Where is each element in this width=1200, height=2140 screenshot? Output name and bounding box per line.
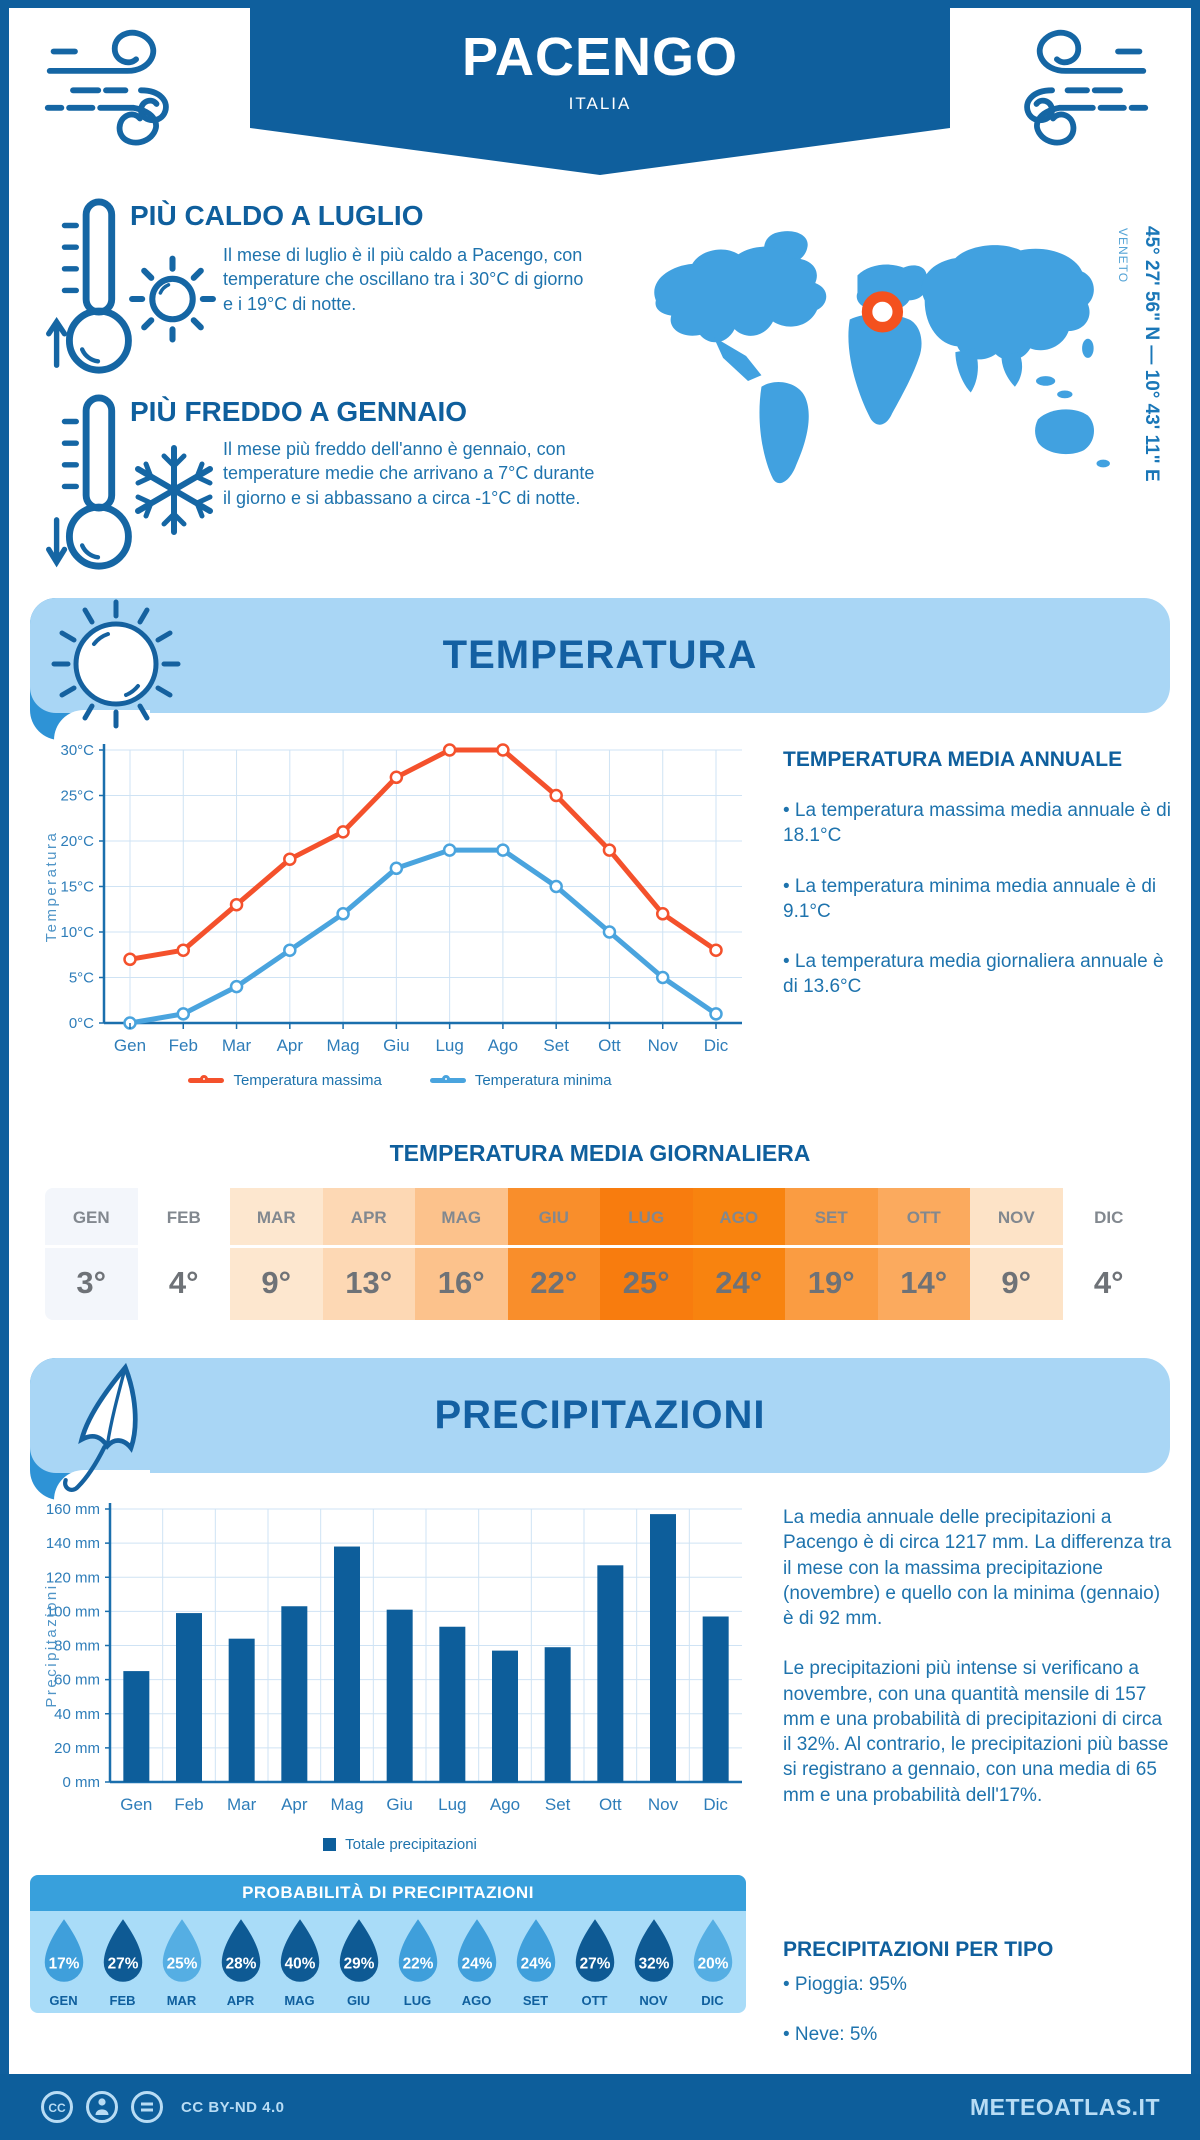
wind-icon	[988, 18, 1153, 150]
svg-text:20 mm: 20 mm	[54, 1739, 100, 1757]
legend-label: Temperatura massima	[233, 1072, 382, 1089]
svg-text:20°C: 20°C	[60, 833, 94, 850]
svg-text:32%: 32%	[638, 1955, 669, 1973]
droplet-month-label: AGO	[461, 1993, 492, 2008]
legend-marker	[442, 1075, 450, 1083]
location-marker	[867, 296, 898, 327]
legend-item	[188, 1072, 381, 1089]
legend-line-swatch	[430, 1078, 466, 1083]
month-header: AGO	[693, 1188, 786, 1248]
svg-text:Gen: Gen	[120, 1795, 153, 1814]
precipitation-by-type-heading: PRECIPITAZIONI PER TIPO	[783, 1938, 1054, 1961]
table-column-ott	[878, 1188, 971, 1320]
legend-square-swatch	[323, 1838, 336, 1851]
svg-text:Nov: Nov	[647, 1795, 679, 1814]
svg-text:Mag: Mag	[330, 1795, 364, 1814]
probability-droplet-set	[506, 1917, 565, 2013]
svg-text:120 mm: 120 mm	[45, 1569, 100, 1587]
svg-text:10°C: 10°C	[60, 924, 94, 941]
page-border-right	[1191, 0, 1200, 2140]
probability-droplet-apr	[211, 1917, 270, 2013]
world-map	[628, 212, 1133, 500]
page-border-top	[0, 0, 1200, 8]
precipitation-section-title: PRECIPITAZIONI	[434, 1393, 766, 1437]
cc-by-person-icon	[85, 2090, 119, 2124]
month-header: OTT	[878, 1188, 971, 1248]
svg-text:27%: 27%	[579, 1955, 610, 1973]
header-banner-point	[250, 128, 950, 175]
svg-text:Gen: Gen	[113, 1036, 147, 1055]
svg-text:Lug: Lug	[438, 1795, 467, 1814]
by-type-bullet: • Neve: 5%	[783, 2024, 878, 2046]
probability-droplet-ott	[565, 1917, 624, 2013]
summary-paragraph: Le precipitazioni più intense si verificano a novembre, con una quantità mensile di 157 mm e una probabilità di precipitazioni di circa il 32%. Al contrario, le precipitazioni più basse si registrano a gennaio, con una media di 65 mm e una probabilità dell'17%.	[783, 1658, 1169, 1806]
annual-temperature-heading: TEMPERATURA MEDIA ANNUALE	[783, 748, 1123, 771]
svg-text:Precipitazioni: Precipitazioni	[43, 1583, 60, 1708]
precipitation-summary	[783, 1505, 1173, 1833]
svg-text:Lug: Lug	[435, 1036, 464, 1055]
svg-text:Nov: Nov	[647, 1036, 678, 1055]
cold-month-text: Il mese più freddo dell'anno è gennaio, con temperature medie che arrivano a 7°C durante il giorno e si abbassano a circa -1°C di notte.	[223, 439, 595, 508]
probability-droplet-giu	[329, 1917, 388, 2013]
footer-bar	[0, 2074, 1200, 2140]
month-header: GIU	[508, 1188, 601, 1248]
license-block	[40, 2090, 285, 2124]
svg-text:27%: 27%	[107, 1955, 138, 1973]
probability-droplet-nov	[624, 1917, 683, 2013]
droplet-icon	[511, 1917, 561, 1987]
site-brand: METEOATLAS.IT	[969, 2093, 1160, 2120]
legend-line-swatch	[188, 1078, 224, 1083]
snowflake-icon	[124, 440, 224, 540]
droplet-icon	[98, 1917, 148, 1987]
table-column-set	[785, 1188, 878, 1320]
daily-mean-value: 16°	[437, 1265, 485, 1300]
svg-text:25%: 25%	[166, 1955, 197, 1973]
daily-mean-value: 14°	[900, 1265, 948, 1300]
daily-mean-value: 3°	[76, 1265, 107, 1300]
month-header: MAG	[415, 1188, 508, 1248]
table-column-lug	[600, 1188, 693, 1320]
temperature-section-banner	[30, 598, 1170, 740]
month-header: SET	[785, 1188, 878, 1248]
hot-month-title: PIÙ CALDO A LUGLIO	[130, 200, 424, 231]
daily-mean-value: 25°	[622, 1265, 670, 1300]
svg-text:Ott: Ott	[598, 1036, 621, 1055]
droplet-month-label: APR	[226, 1993, 255, 2008]
probability-droplet-feb	[93, 1917, 152, 2013]
droplet-icon	[688, 1917, 738, 1987]
sun-icon	[124, 246, 220, 348]
droplet-icon	[629, 1917, 679, 1987]
table-column-feb	[138, 1188, 231, 1320]
daily-mean-value: 24°	[715, 1265, 763, 1300]
droplet-month-label: MAR	[166, 1993, 197, 2008]
precipitation-probability-title: PROBABILITÀ DI PRECIPITAZIONI	[30, 1875, 746, 1911]
daily-mean-value: 9°	[261, 1265, 292, 1300]
svg-text:160 mm: 160 mm	[45, 1501, 100, 1518]
svg-text:100 mm: 100 mm	[45, 1603, 100, 1621]
table-column-giu	[508, 1188, 601, 1320]
precipitation-bar-chart	[42, 1495, 758, 1840]
svg-text:0 mm: 0 mm	[62, 1774, 100, 1791]
precipitation-chart-legend	[42, 1836, 758, 1853]
month-header: DIC	[1063, 1188, 1156, 1248]
droplet-month-label: DIC	[701, 1993, 724, 2008]
svg-text:80 mm: 80 mm	[54, 1637, 100, 1655]
temperature-line-chart	[42, 738, 758, 1068]
precipitation-section-banner	[30, 1358, 1170, 1500]
svg-text:28%: 28%	[225, 1955, 256, 1973]
svg-text:Ago: Ago	[487, 1036, 519, 1055]
legend-item	[430, 1072, 612, 1089]
summary-paragraph: La media annuale delle precipitazioni a Pacengo è di circa 1217 mm. La differenza tra il mese con la massima precipitazione (novembre) e quello con la minima (gennaio) è di 92 mm.	[783, 1507, 1172, 1630]
droplet-month-label: LUG	[403, 1993, 432, 2008]
page-title: PACENGO	[461, 27, 739, 87]
droplet-icon	[39, 1917, 89, 1987]
svg-text:Mag: Mag	[326, 1036, 360, 1055]
svg-text:0°C: 0°C	[68, 1015, 94, 1032]
droplet-icon	[570, 1917, 620, 1987]
svg-text:17%: 17%	[48, 1955, 79, 1973]
annual-temperature-bullets	[783, 798, 1173, 1025]
svg-text:140 mm: 140 mm	[45, 1535, 100, 1553]
droplet-icon	[216, 1917, 266, 1987]
cc-icon	[40, 2090, 74, 2124]
daily-temperature-title: TEMPERATURA MEDIA GIORNALIERA	[389, 1140, 811, 1166]
sun-icon	[38, 598, 188, 738]
page-border-left	[0, 0, 9, 2140]
cc-nd-icon	[130, 2090, 164, 2124]
daily-mean-value: 22°	[530, 1265, 578, 1300]
annual-bullet: • La temperatura media giornaliera annuale è di 13.6°C	[783, 951, 1164, 998]
legend-label: Totale precipitazioni	[345, 1836, 477, 1853]
svg-text:Set: Set	[544, 1795, 571, 1814]
droplet-icon	[393, 1917, 443, 1987]
svg-text:30°C: 30°C	[60, 742, 94, 759]
temperature-chart-legend	[42, 1072, 758, 1089]
svg-text:Temperatura: Temperatura	[43, 830, 60, 943]
svg-text:Feb: Feb	[168, 1036, 198, 1055]
annual-bullet: • La temperatura massima media annuale è di 18.1°C	[783, 800, 1171, 847]
probability-droplet-lug	[388, 1917, 447, 2013]
svg-text:40 mm: 40 mm	[54, 1705, 100, 1723]
month-header: GEN	[45, 1188, 138, 1248]
table-column-nov	[970, 1188, 1063, 1320]
svg-text:40%: 40%	[284, 1955, 315, 1973]
svg-text:15°C: 15°C	[60, 878, 94, 896]
probability-droplet-mar	[152, 1917, 211, 2013]
table-column-dic	[1063, 1188, 1156, 1320]
droplet-month-label: GIU	[346, 1993, 371, 2008]
month-header: FEB	[138, 1188, 231, 1248]
daily-mean-value: 4°	[1093, 1265, 1124, 1300]
table-column-ago	[693, 1188, 786, 1320]
daily-temperature-table	[45, 1188, 1155, 1320]
svg-text:Apr: Apr	[281, 1795, 308, 1814]
umbrella-icon	[38, 1358, 188, 1500]
wind-icon	[40, 18, 205, 150]
daily-mean-value: 19°	[807, 1265, 855, 1300]
svg-text:CC: CC	[48, 2101, 66, 2115]
region-label: VENETO	[1116, 228, 1130, 284]
svg-text:Giu: Giu	[386, 1795, 413, 1814]
annual-bullet: • La temperatura minima media annuale è di 9.1°C	[783, 875, 1157, 922]
by-type-bullet: • Pioggia: 95%	[783, 1974, 907, 1995]
hot-month-text: Il mese di luglio è il più caldo a Pacengo, con temperature che oscillano tra i 30°C di giorno e i 19°C di notte.	[223, 245, 584, 314]
daily-mean-value: 9°	[1001, 1265, 1032, 1300]
droplet-icon	[452, 1917, 502, 1987]
droplet-icon	[275, 1917, 325, 1987]
svg-text:Giu: Giu	[383, 1036, 410, 1055]
droplet-month-label: SET	[522, 1993, 549, 2008]
daily-mean-value: 4°	[168, 1265, 199, 1300]
probability-droplet-ago	[447, 1917, 506, 2013]
precipitation-probability-panel	[30, 1911, 746, 2013]
table-column-gen	[45, 1188, 138, 1320]
coordinates-label: 45° 27' 56" N — 10° 43' 11" E	[1141, 226, 1162, 482]
legend-marker	[200, 1075, 208, 1083]
droplet-month-label: FEB	[109, 1993, 136, 2008]
table-column-apr	[323, 1188, 416, 1320]
license-label: CC BY-ND 4.0	[181, 2098, 285, 2116]
svg-text:22%: 22%	[402, 1955, 433, 1973]
svg-text:20%: 20%	[697, 1955, 728, 1973]
month-header: APR	[323, 1188, 416, 1248]
probability-droplet-dic	[683, 1917, 742, 2013]
cold-month-title: PIÙ FREDDO A GENNAIO	[130, 396, 468, 427]
svg-text:Mar: Mar	[221, 1036, 252, 1055]
droplet-month-label: GEN	[49, 1993, 78, 2008]
svg-text:24%: 24%	[520, 1955, 551, 1973]
svg-text:Ago: Ago	[489, 1795, 521, 1814]
precipitation-probability-card	[30, 1875, 746, 2013]
legend-item	[323, 1836, 477, 1853]
svg-text:Dic: Dic	[703, 1795, 728, 1814]
svg-text:Feb: Feb	[174, 1795, 204, 1814]
probability-droplet-gen	[34, 1917, 93, 2013]
month-header: LUG	[600, 1188, 693, 1248]
page-subtitle: ITALIA	[568, 94, 632, 113]
droplet-month-label: NOV	[639, 1993, 668, 2008]
svg-text:Mar: Mar	[227, 1795, 257, 1814]
svg-text:Set: Set	[543, 1036, 569, 1055]
droplet-month-label: MAG	[284, 1993, 315, 2008]
precipitation-by-type-bullets	[783, 1972, 1173, 2073]
month-header: MAR	[230, 1188, 323, 1248]
probability-droplet-mag	[270, 1917, 329, 2013]
temperature-section-title: TEMPERATURA	[442, 633, 758, 677]
month-header: NOV	[970, 1188, 1063, 1248]
svg-text:60 mm: 60 mm	[54, 1671, 100, 1689]
legend-label: Temperatura minima	[474, 1072, 612, 1089]
svg-text:24%: 24%	[461, 1955, 492, 1973]
table-column-mag	[415, 1188, 508, 1320]
droplet-month-label: OTT	[581, 1993, 608, 2008]
svg-text:Apr: Apr	[276, 1036, 304, 1055]
svg-text:Dic: Dic	[703, 1036, 729, 1055]
header-banner	[250, 0, 950, 128]
table-column-mar	[230, 1188, 323, 1320]
droplet-icon	[157, 1917, 207, 1987]
svg-text:Ott: Ott	[598, 1795, 622, 1814]
droplet-icon	[334, 1917, 384, 1987]
svg-text:25°C: 25°C	[60, 787, 94, 805]
svg-text:5°C: 5°C	[68, 969, 94, 987]
daily-mean-value: 13°	[345, 1265, 393, 1300]
svg-text:29%: 29%	[343, 1955, 374, 1973]
